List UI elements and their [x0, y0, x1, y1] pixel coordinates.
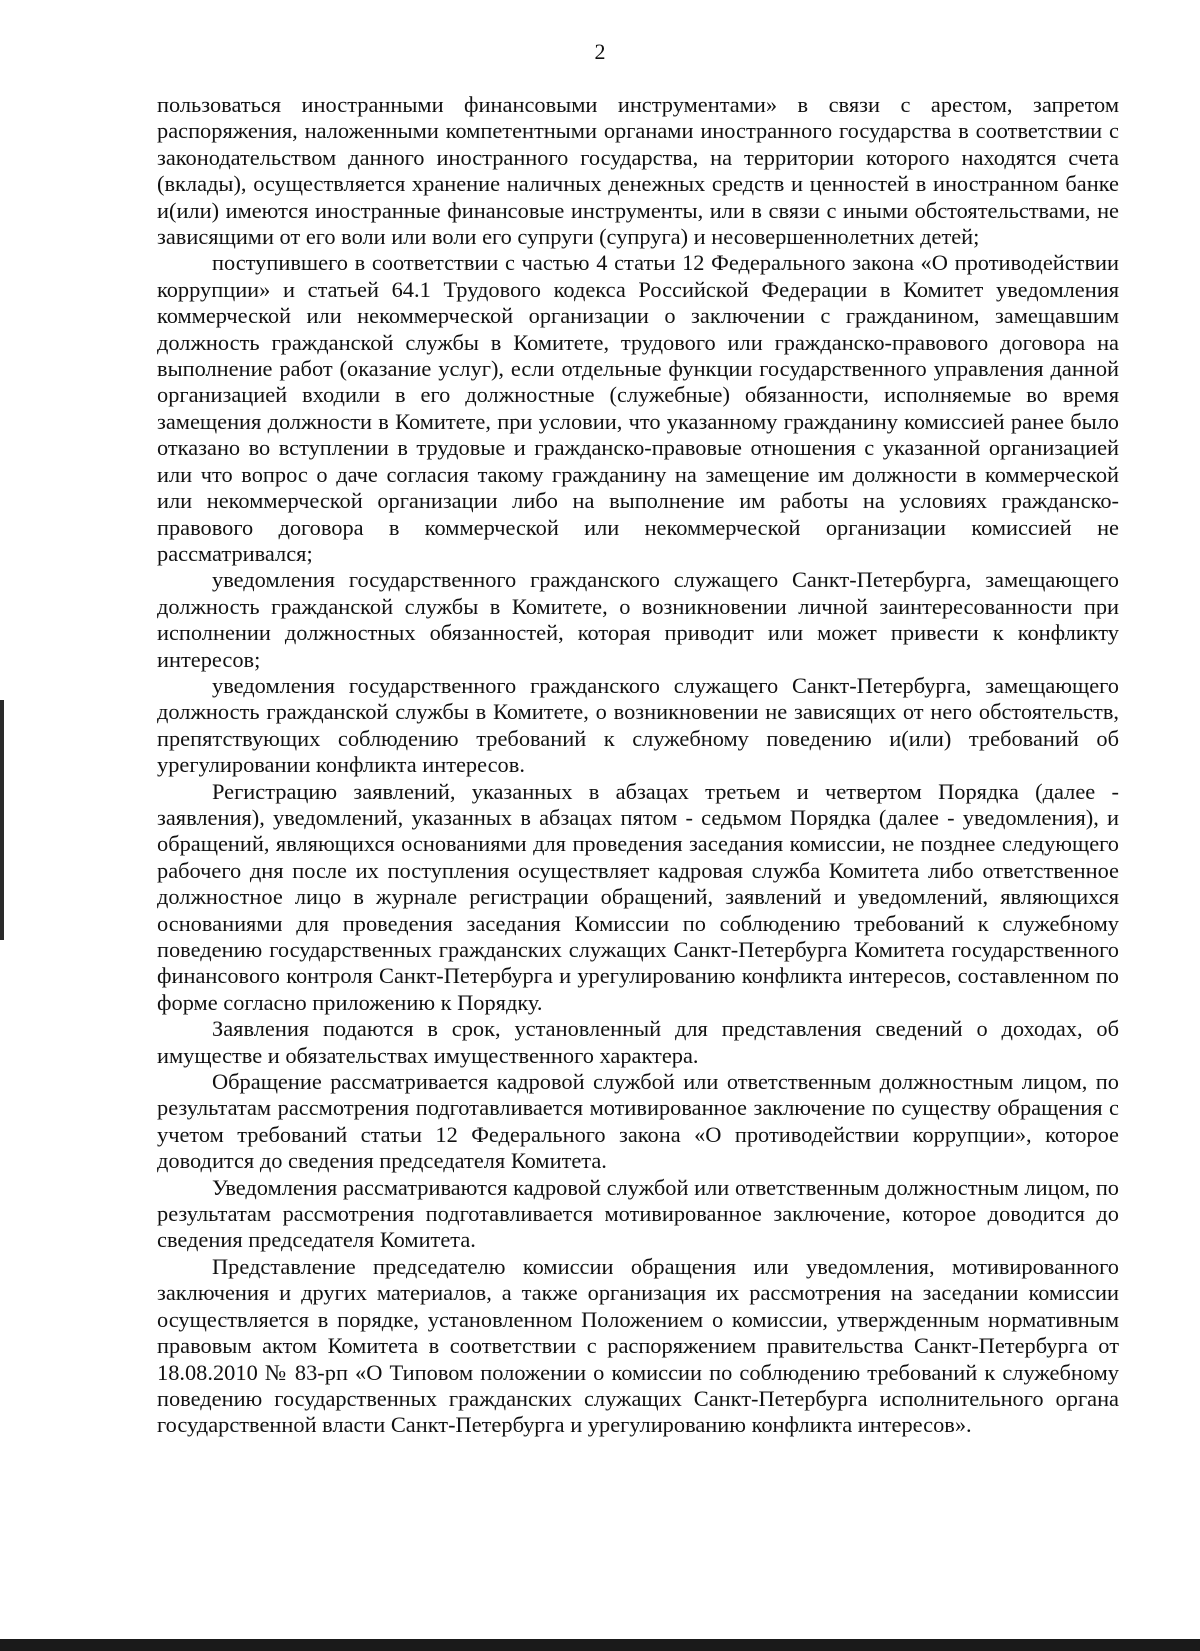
scan-bottom-edge	[0, 1639, 1200, 1651]
scan-edge-mark	[0, 700, 4, 940]
paragraph-notifications-review: Уведомления рассматриваются кадровой службой или ответственным должностным лицом, по результатам рассмотрения подготавливается мотивированное заключение, которое доводится до сведения председателя Комитета.	[157, 1174, 1119, 1253]
paragraph-notification-personal-interest: уведомления государственного гражданского служащего Санкт-Петербурга, замещающего должность гражданской службы в Комитете, о возникновении личной заинтересованности при исполнении должностных обязанностей, которая приводит или может привести к конфликту интересов;	[157, 567, 1119, 672]
paragraph-submission-to-chair: Представление председателю комиссии обращения или уведомления, мотивированного заключения и других материалов, а также организация их рассмотрения на заседании комиссии осуществляется в порядке, установленном Положением о комиссии, утвержденным нормативным правовым актом Комитета в соответствии с распоряжением правительства Санкт-Петербурга от 18.08.2010 № 83-рп «О Типовом положении о комиссии по соблюдению требований к служебному поведению государственных гражданских служащих Санкт-Петербурга исполнительного органа государственной власти Санкт-Петербурга и урегулированию конфликта интересов».	[157, 1253, 1119, 1438]
paragraph-statements-deadline: Заявления подаются в срок, установленный для представления сведений о доходах, об имуществе и обязательствах имущественного характера.	[157, 1016, 1119, 1068]
paragraph-notification-circumstances: уведомления государственного гражданского служащего Санкт-Петербурга, замещающего должность гражданской службы в Комитете, о возникновении не зависящих от него обстоятельств, препятствующих соблюдению требований к служебному поведению и(или) требований об урегулировании конфликта интересов.	[157, 672, 1119, 778]
document-body	[157, 92, 1119, 1439]
paragraph-notification-commercial-org: поступившего в соответствии с частью 4 статьи 12 Федерального закона «О противодействии коррупции» и статьей 64.1 Трудового кодекса Российской Федерации в Комитет уведомления коммерческой или некоммерческой организации о заключении с гражданином, замещавшим должность гражданской службы в Комитете, трудового или гражданско-правового договора на выполнение работ (оказание услуг), если отдельные функции государственного управления данной организацией входили в его должностные (служебные) обязанности, исполняемые во время замещения должности в Комитете, при условии, что указанному гражданину комиссией ранее было отказано во вступлении в трудовые и гражданско-правовые отношения с указанной организацией или что вопрос о даче согласия такому гражданину на замещение им должности в коммерческой или некоммерческой организации либо на выполнение им работы на условиях гражданско-правового договора в коммерческой или некоммерческой организации комиссией не рассматривался;	[157, 250, 1119, 566]
paragraph-continuation: пользоваться иностранными финансовыми инструментами» в связи с арестом, запретом распоряжения, наложенными компетентными органами иностранного государства в соответствии с законодательством данного иностранного государства, на территории которого находятся счета (вклады), осуществляется хранение наличных денежных средств и ценностей в иностранном банке и(или) имеются иностранные финансовые инструменты, или в связи с иными обстоятельствами, не зависящими от его воли или воли его супруги (супруга) и несовершеннолетних детей;	[157, 92, 1119, 250]
page-number: 2	[594, 39, 606, 64]
paragraph-appeal-review: Обращение рассматривается кадровой службой или ответственным должностным лицом, по результатам рассмотрения подготавливается мотивированное заключение по существу обращения с учетом требований статьи 12 Федерального закона «О противодействии коррупции», которое доводится до сведения председателя Комитета.	[157, 1069, 1119, 1174]
paragraph-registration: Регистрацию заявлений, указанных в абзацах третьем и четвертом Порядка (далее - заявления), уведомлений, указанных в абзацах пятом - седьмом Порядка (далее - уведомления), и обращений, являющихся основаниями для проведения заседания комиссии, не позднее следующего рабочего дня после их поступления осуществляет кадровая служба Комитета либо ответственное должностное лицо в журнале регистрации обращений, заявлений и уведомлений, являющихся основаниями для проведения заседания Комиссии по соблюдению требований к служебному поведению государственных гражданских служащих Санкт-Петербурга Комитета государственного финансового контроля Санкт-Петербурга и урегулированию конфликта интересов, составленном по форме согласно приложению к Порядку.	[157, 778, 1119, 1015]
